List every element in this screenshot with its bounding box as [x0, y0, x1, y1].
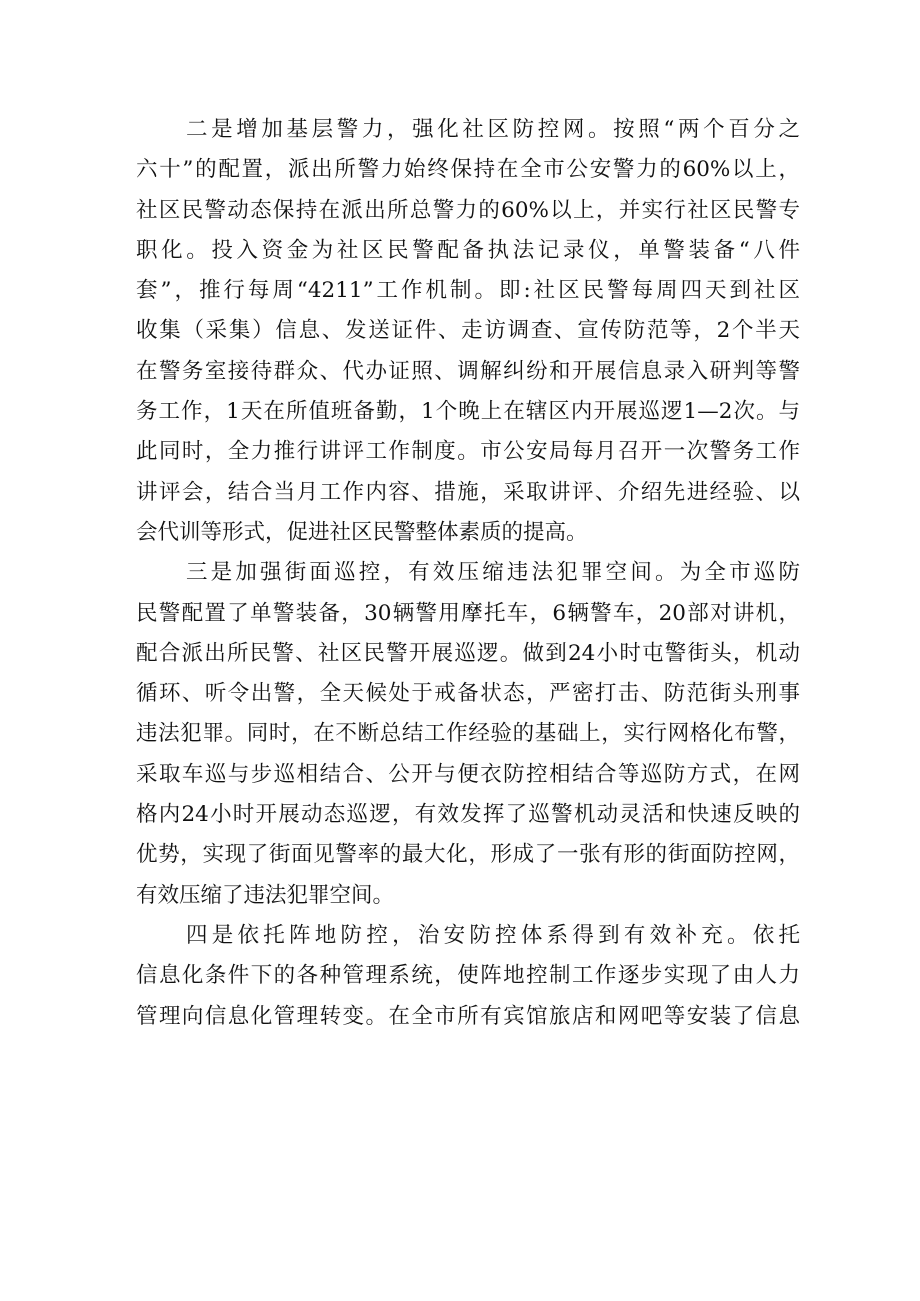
text-line: 采取车巡与步巡相结合、公开与便衣防控相结合等巡防方式，在网	[136, 761, 800, 787]
paragraph-community-police	[136, 110, 800, 553]
text-line: 格内24小时开展动态巡逻，有效发挥了巡警机动灵活和快速反映的	[136, 802, 800, 828]
text-line: 此同时，全力推行讲评工作制度。市公安局每月召开一次警务工作	[136, 439, 800, 465]
text-line: 四是依托阵地防控，治安防控体系得到有效补充。依托	[186, 922, 800, 948]
document-page	[136, 110, 800, 1037]
text-line: 会代训等形式，促进社区民警整体素质的提高。	[136, 519, 588, 545]
text-line: 有效压缩了违法犯罪空间。	[136, 882, 395, 908]
text-line: 三是加强街面巡控，有效压缩违法犯罪空间。为全市巡防	[186, 560, 800, 586]
text-line: 职化。投入资金为社区民警配备执法记录仪，单警装备“八件	[136, 237, 800, 263]
paragraph-position-control	[136, 916, 800, 1037]
text-line: 违法犯罪。同时，在不断总结工作经验的基础上，实行网格化布警，	[136, 721, 800, 747]
paragraph-street-patrol	[136, 553, 800, 916]
text-line: 套”，推行每周“4211”工作机制。即:社区民警每周四天到社区	[136, 278, 800, 304]
text-line: 配合派出所民警、社区民警开展巡逻。做到24小时屯警街头，机动	[136, 640, 800, 666]
text-line: 务工作，1天在所值班备勤，1个晚上在辖区内开展巡逻1—2次。与	[136, 399, 800, 425]
text-line: 六十”的配置，派出所警力始终保持在全市公安警力的60%以上，	[136, 157, 800, 183]
text-line: 优势，实现了街面见警率的最大化，形成了一张有形的街面防控网，	[136, 842, 800, 868]
text-line: 信息化条件下的各种管理系统，使阵地控制工作逐步实现了由人力	[136, 963, 800, 989]
text-line: 循环、听令出警，全天候处于戒备状态，严密打击、防范街头刑事	[136, 681, 800, 707]
text-line: 收集（采集）信息、发送证件、走访调查、宣传防范等，2个半天	[136, 318, 800, 344]
text-line: 管理向信息化管理转变。在全市所有宾馆旅店和网吧等安装了信息	[136, 1003, 800, 1029]
text-line: 社区民警动态保持在派出所总警力的60%以上，并实行社区民警专	[136, 197, 800, 223]
text-line: 民警配置了单警装备，30辆警用摩托车，6辆警车，20部对讲机，	[136, 600, 800, 626]
text-line: 二是增加基层警力，强化社区防控网。按照“两个百分之	[186, 117, 800, 142]
text-line: 讲评会，结合当月工作内容、措施，采取讲评、介绍先进经验、以	[136, 479, 800, 505]
text-line: 在警务室接待群众、代办证照、调解纠纷和开展信息录入研判等警	[136, 358, 800, 384]
